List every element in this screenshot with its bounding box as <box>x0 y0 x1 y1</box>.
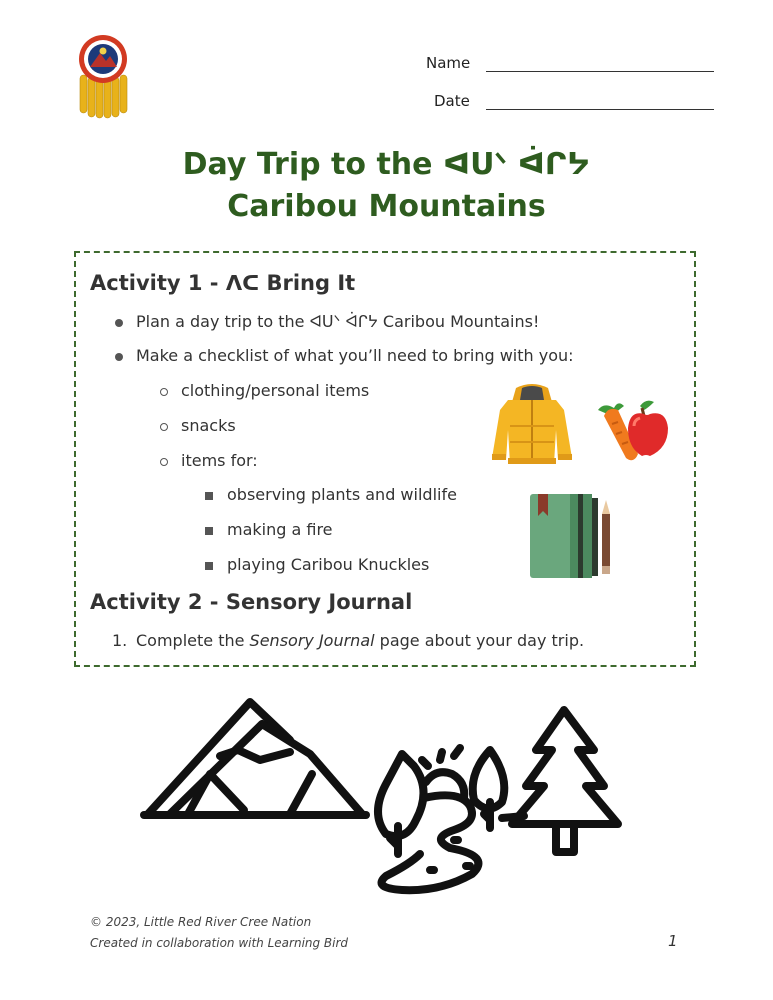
activity2-item-post: page about your day trip. <box>379 631 585 650</box>
winter-jacket-icon <box>488 380 576 468</box>
date-label: Date <box>434 92 470 110</box>
footer-copyright: © 2023, Little Red River Cree Nation <box>90 915 312 929</box>
name-field[interactable] <box>486 71 714 72</box>
activity1-subsubitem-1: observing plants and wildlife <box>227 485 457 504</box>
activity1-subitem-3: items for: <box>181 451 258 470</box>
bullet <box>115 319 123 327</box>
activity1-heading: Activity 1 - ᐱᑕ Bring It <box>90 271 356 295</box>
activity1-subsubitem-3: playing Caribou Knuckles <box>227 555 430 574</box>
page-title-line2: Caribou Mountains <box>227 189 546 224</box>
carrot-apple-icon <box>594 396 674 466</box>
bullet <box>205 527 213 535</box>
bullet <box>160 423 168 431</box>
activity1-subsubitem-2: making a fire <box>227 520 333 539</box>
nation-logo-icon <box>74 33 132 119</box>
activity2-item-em: Sensory Journal <box>249 631 375 650</box>
activity2-item <box>136 631 584 650</box>
activity1-item-1: Plan a day trip to the ᐊᑌᐠ ᐋᒋᔭ Caribou Mountains! <box>136 312 540 331</box>
page-title-line1: Day Trip to the ᐊᑌᐠ ᐋᒋᔭ <box>182 147 591 182</box>
bullet <box>160 458 168 466</box>
bullet <box>115 353 123 361</box>
activity2-heading: Activity 2 - Sensory Journal <box>90 590 413 614</box>
footer-credit: Created in collaboration with Learning Bird <box>90 936 349 950</box>
page-number: 1 <box>668 932 678 950</box>
notebook-pencil-icon <box>528 490 620 580</box>
activity2-item-pre: Complete the <box>136 631 245 650</box>
bullet <box>205 492 213 500</box>
mountain-landscape-icon <box>140 694 640 904</box>
activity1-item-2: Make a checklist of what you’ll need to bring with you: <box>136 346 574 365</box>
date-field[interactable] <box>486 109 714 110</box>
activity2-item-number: 1. <box>112 631 128 650</box>
bullet <box>160 388 168 396</box>
bullet <box>205 562 213 570</box>
activity1-subitem-1: clothing/personal items <box>181 381 370 400</box>
name-label: Name <box>426 54 471 72</box>
activity1-subitem-2: snacks <box>181 416 236 435</box>
